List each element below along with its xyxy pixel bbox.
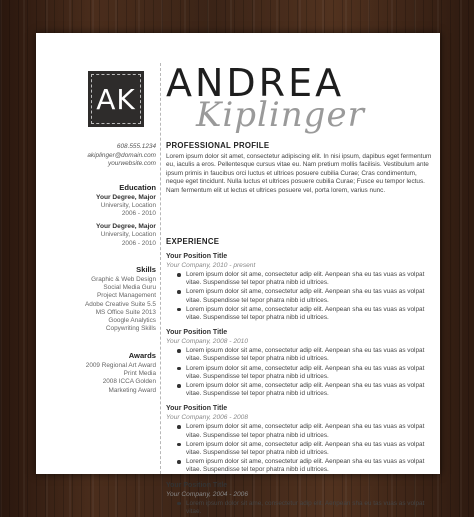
column-divider [160,63,161,474]
last-name: Kiplinger [196,95,365,135]
main-column [166,33,436,515]
education-school: University, Location [100,231,156,239]
job-company: Your Company, 2008 - 2010 [166,338,248,346]
bullet-icon [177,290,181,294]
skill-item: Google Analytics [108,317,156,325]
job-bullet: Lorem ipsum dolor sit ame, consectetur adip elit. Aenpean sha eu tas vuas as volpat vitae. Suspendisse tel tepor phatra nibb id ultrices. [186,271,434,287]
bullet-icon [177,273,181,277]
skill-item: Adobe Creative Suite 5.5 [84,300,156,308]
education-years: 2006 - 2010 [121,210,156,218]
bullet-icon [177,425,181,429]
skill-item: Social Media Guru [103,284,156,292]
bullet-icon [177,460,181,464]
job-bullet: Lorem ipsum dolor sit ame, consectetur adip elit. Aenpean sha eu tas vuas as volpat vitae. Suspendisse tel tepor phatra nibb id ultrices. [186,458,434,474]
job-company: Your Company, 2004 - 2006 [166,490,248,498]
profile-text: Lorem ipsum dolor sit amet, consectetur adipiscing elit. In nisi ipsum, dapibus eget fermentum eu, iaculis a eros. Pellentesque cursus vitae eu. Nam pretium mollis facilisis. Vestibulum ante ipsum primis in faucibus orci luctus et ultrices posuere cubilia Curae; Cras condimentum, neque eget tincidunt. Nulla luctus et ultrices posuere cubilia Curae; Fusce eu tempor lectus. Nam fermentum elit ut lectus et ultrices posuere vel, porta lorem, varius nunc. [166,153,432,194]
bullet-icon [177,443,181,447]
award-line: Marketing Award [108,386,156,394]
job-bullet: Lorem ipsum dolor sit ame, consectetur adip elit. Aenpean sha eu tas vuas as volpat vitae. Suspendisse tel tepor phatra nibb id ultrices. [186,347,434,363]
education-school: University, Location [100,202,156,209]
job-bullet: Lorem ipsum dolor sit ame, consectetur adip elit. Aenpean sha eu tas vuas as volpat vitae. Suspendisse tel tepor phatra nibb id ultrices. [186,288,434,304]
monogram-text: AK [96,82,136,116]
bullet-icon [177,367,181,371]
bullet-icon [177,308,181,312]
profile-heading: PROFESSIONAL PROFILE [166,141,270,150]
skill-item: Project Management [97,292,156,300]
skill-item: Graphic & Web Design [91,276,156,283]
bullet-icon [177,502,181,506]
awards-heading: Awards [128,351,156,360]
skills-section [38,265,156,333]
job-bullets [166,347,434,398]
resume-page [36,33,440,515]
sidebar-column [36,33,158,474]
education-degree: Your Degree, Major [96,223,156,231]
job-bullet: Lorem ipsum dolor sit ame, consectetur adip elit. Aenpean sha eu tas vuas as volpat vitae. Suspendisse tel tepor phatra nibb id ultrices. [186,441,434,457]
job-bullets [166,500,434,516]
award-line: Print Media [123,370,156,378]
job-title: Your Position Title [166,253,228,260]
job-bullets [166,271,434,322]
education-years: 2006 - 2010 [121,239,156,247]
monogram-badge [88,71,144,127]
contact-website: yourwebsite.com [108,160,156,167]
awards-section [38,351,156,395]
skills-heading: Skills [136,265,156,274]
job-bullet: Lorem ipsum dolor sit ame, consectetur adip elit. Aenpean sha eu tas vuas as volpat vitae. [186,500,434,516]
job-title: Your Position Title [166,329,228,337]
award-line: 2008 ICCA Golden [102,378,156,386]
education-degree: Your Degree, Major [96,194,156,201]
job-bullet: Lorem ipsum dolor sit ame, consectetur adip elit. Aenpean sha eu tas vuas as volpat vitae. Suspendisse tel tepor phatra nibb id ultrices. [186,365,434,381]
job-title: Your Position Title [166,405,228,413]
skill-item: MS Office Suite 2013 [95,308,156,316]
job-company: Your Company, 2010 - present [166,262,256,269]
experience-section [166,237,434,517]
bullet-icon [177,384,181,388]
first-name: ANDREA [166,61,345,105]
education-heading: Education [119,183,156,192]
education-section [38,183,156,248]
profile-section [166,141,434,195]
award-line: 2009 Regional Art Award [85,362,156,369]
job-title: Your Position Title [166,481,228,489]
contact-phone: 608.555.1234 [116,143,156,150]
job-bullet: Lorem ipsum dolor sit ame, consectetur adip elit. Aenpean sha eu tas vuas as volpat vitae. Suspendisse tel tepor phatra nibb id ultrices. [186,306,434,322]
experience-heading: EXPERIENCE [166,237,220,246]
skill-item: Copywriting Skills [105,325,156,333]
job-bullets [166,423,434,474]
job-company: Your Company, 2006 - 2008 [166,414,248,422]
job-bullet: Lorem ipsum dolor sit ame, consectetur adip elit. Aenpean sha eu tas vuas as volpat vitae. Suspendisse tel tepor phatra nibb id ultrices. [186,382,434,398]
job-bullet: Lorem ipsum dolor sit ame, consectetur adip elit. Aenpean sha eu tas vuas as volpat vitae. Suspendisse tel tepor phatra nibb id ultrices. [186,423,434,439]
contact-email: akiplinger@domain.com [87,151,156,159]
bullet-icon [177,349,181,353]
contact-info [44,143,156,169]
